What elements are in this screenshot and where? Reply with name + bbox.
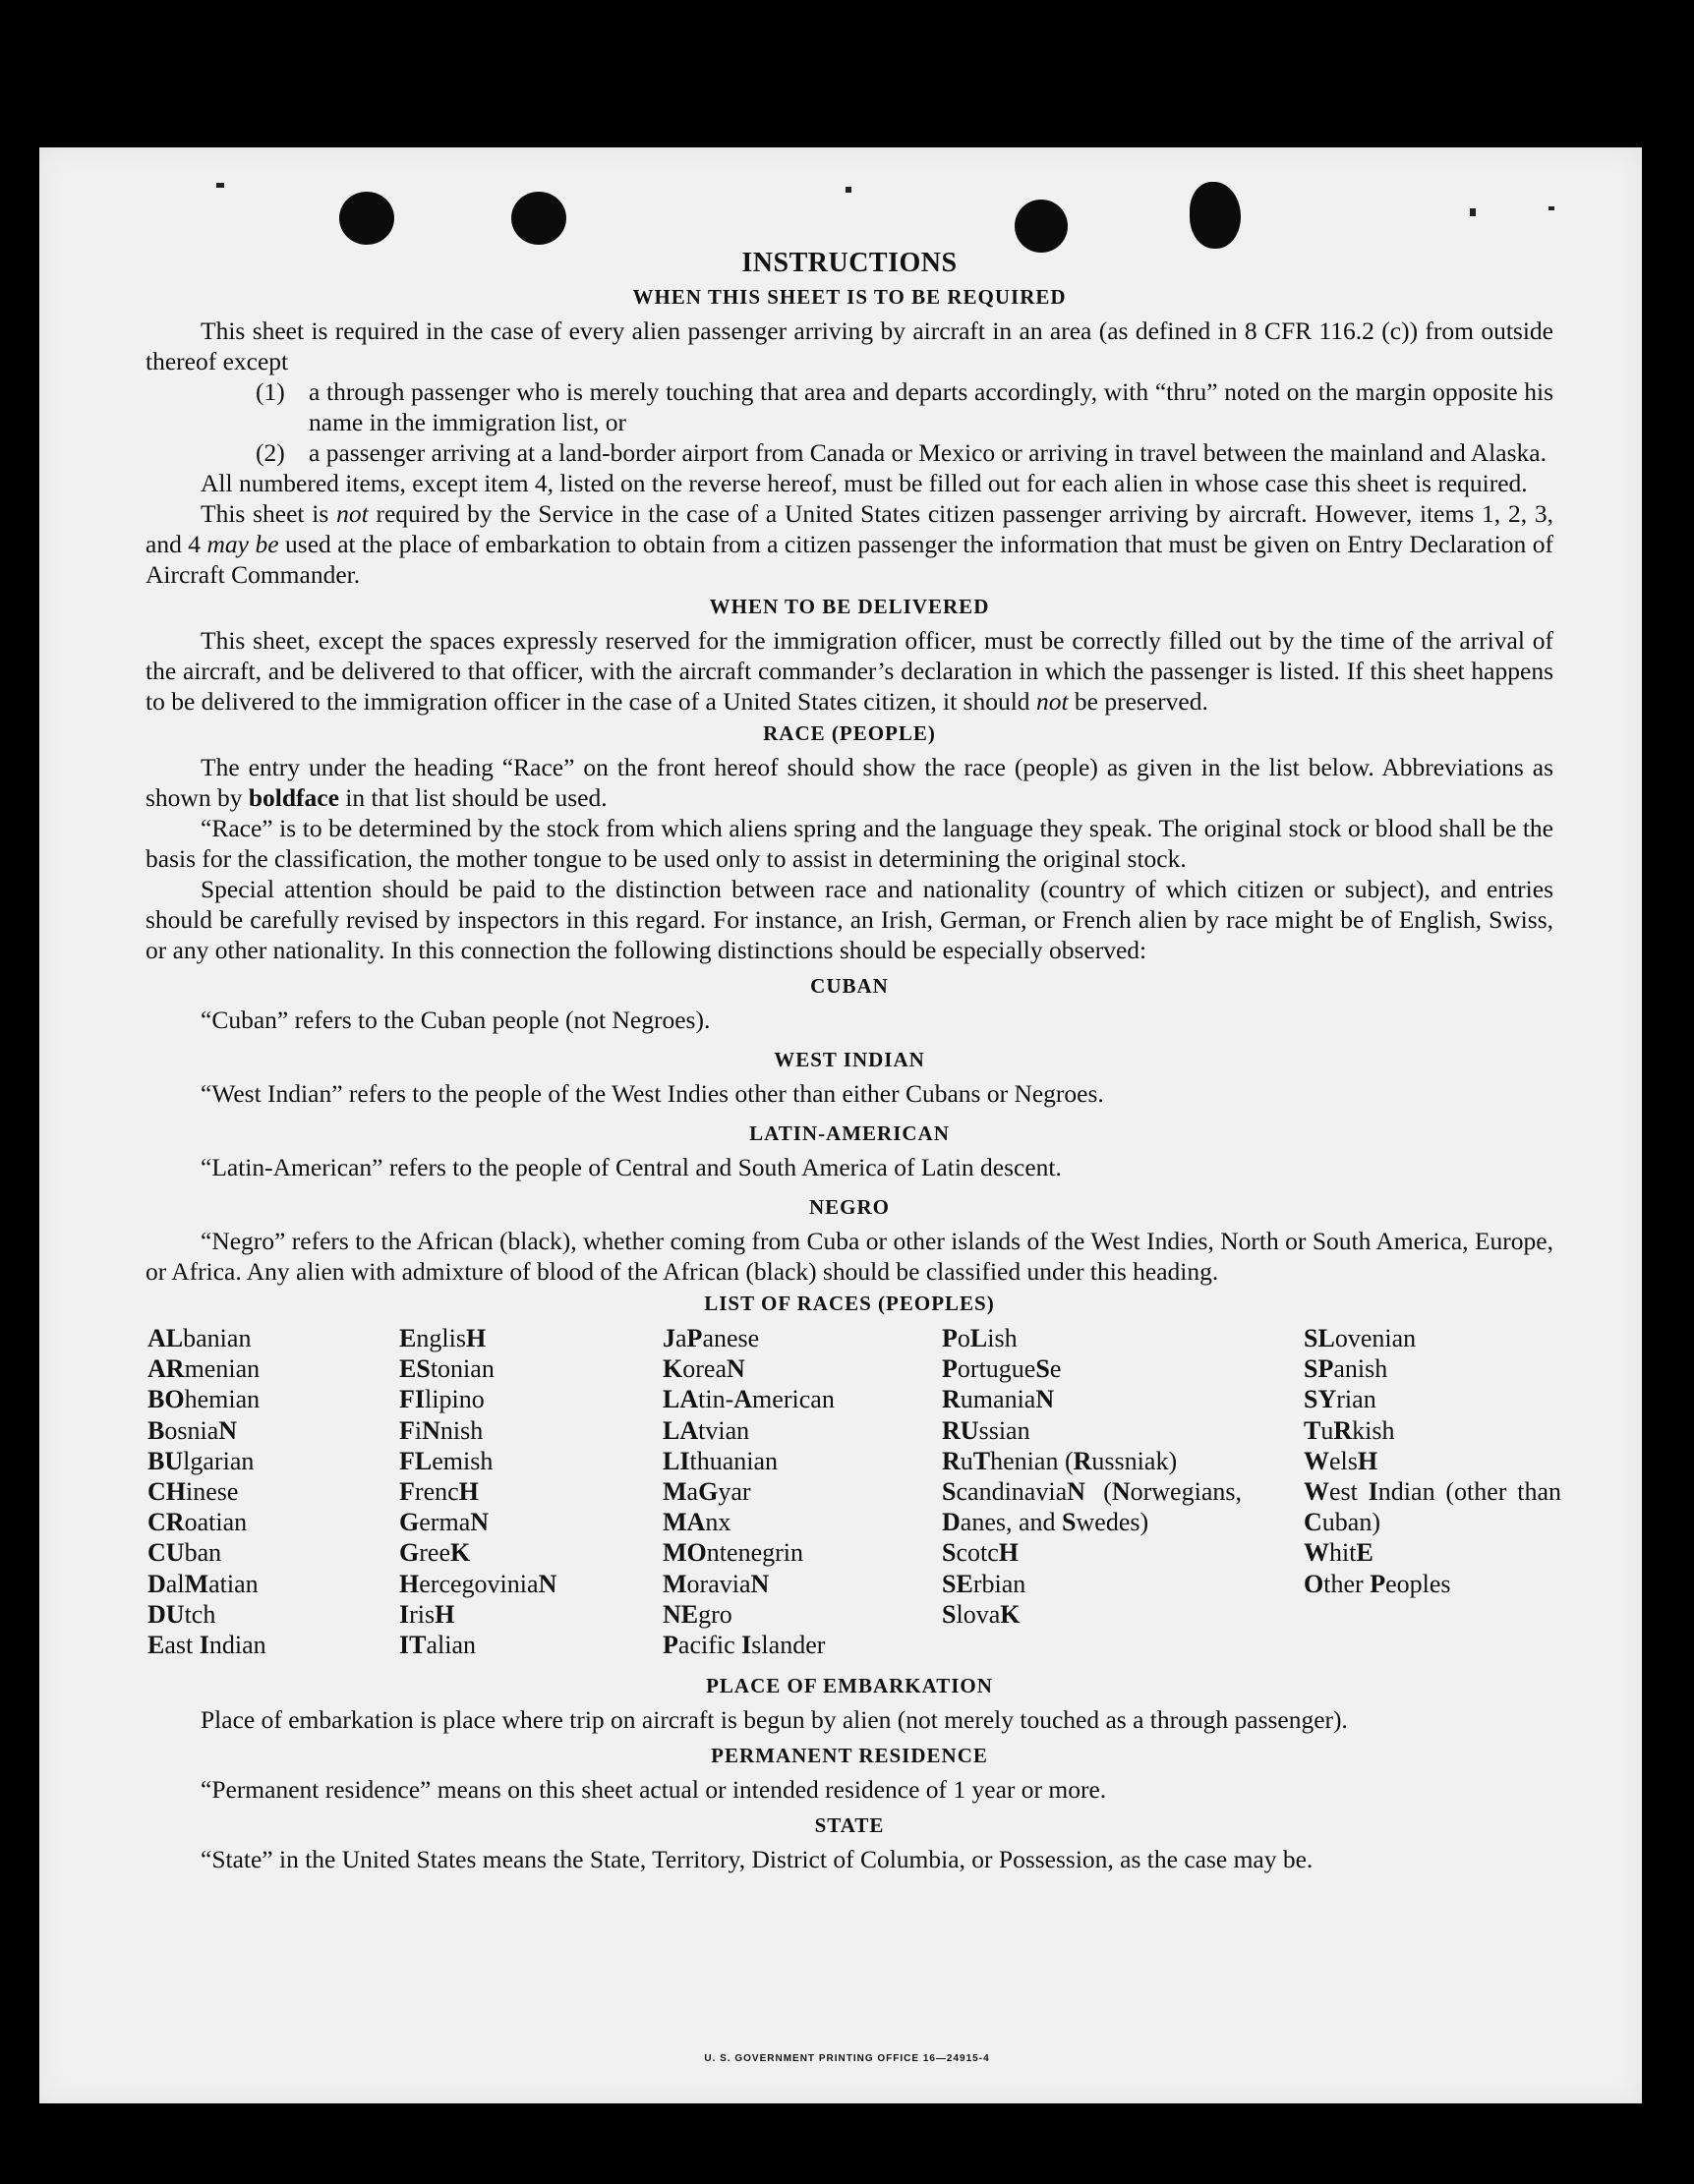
item-number: (2) <box>256 438 285 467</box>
races-list <box>146 1323 1562 1669</box>
section-heading-west-indian: WEST INDIAN <box>774 1048 925 1071</box>
race-entry: ScotcH <box>942 1538 1020 1568</box>
races-column <box>1304 1323 1561 1599</box>
paragraph: “Permanent residence” means on this sheet actual or intended residence of 1 year or more. <box>201 1775 1107 1804</box>
race-entry: HercegoviniaN <box>399 1569 557 1598</box>
document-page <box>39 147 1642 2103</box>
printer-imprint: U. S. GOVERNMENT PRINTING OFFICE 16—24915-4 <box>704 2053 990 2064</box>
race-entry: CRoatian <box>147 1508 248 1537</box>
paragraph: “Cuban” refers to the Cuban people (not Negroes). <box>201 1006 711 1034</box>
paragraph: “West Indian” refers to the people of the West Indies other than either Cubans or Negroes. <box>201 1079 1104 1108</box>
race-entry: SErbian <box>942 1569 1026 1598</box>
paragraph: “State” in the United States means the State, Territory, District of Columbia, or Possession, as the case may be. <box>201 1845 1314 1873</box>
races-column <box>399 1323 556 1660</box>
race-entry: MAnx <box>663 1508 731 1537</box>
scan-speck <box>216 183 224 188</box>
instructions-content <box>146 248 1562 1874</box>
section-heading-negro: NEGRO <box>808 1195 890 1219</box>
race-entry: PortugueSe <box>942 1354 1062 1384</box>
race-entry: SlovaK <box>942 1599 1021 1629</box>
race-entry: GermaN <box>399 1508 490 1537</box>
race-entry: MaGyar <box>663 1477 751 1507</box>
race-entry: FrencH <box>399 1477 479 1507</box>
punch-hole <box>1015 200 1068 253</box>
race-entry: EnglisH <box>399 1324 487 1352</box>
race-entry: CUban <box>147 1538 222 1568</box>
races-column <box>663 1323 835 1660</box>
race-entry: TuRkish <box>1304 1415 1395 1445</box>
races-column <box>942 1323 1242 1630</box>
race-entry: DUtch <box>147 1599 216 1629</box>
section-heading-latin-american: LATIN-AMERICAN <box>749 1121 950 1145</box>
paragraph: All numbered items, except item 4, listed on the reverse hereof, must be filled out for each alien in whose case this sheet is required. <box>201 469 1528 497</box>
race-entry: DalMatian <box>147 1569 259 1598</box>
race-entry: WelsH <box>1304 1446 1378 1475</box>
race-entry: EStonian <box>399 1354 495 1384</box>
race-entry: ALbanian <box>147 1324 252 1352</box>
section-heading-cuban: CUBAN <box>810 974 889 998</box>
race-entry: FLemish <box>399 1446 494 1475</box>
item-number: (1) <box>256 377 285 406</box>
race-entry: CHinese <box>147 1477 239 1507</box>
paragraph: Special attention should be paid to the distinction between race and nationality (country of which citizen or subject), and entries should be carefully revised by inspectors in this regard. For instance, an Irish, German, or French alien by race might be of English, Swiss, or any other nationality. In this connection the following distinctions should be especially observed: <box>146 875 1553 964</box>
section-heading-list-of-races: LIST OF RACES (PEOPLES) <box>704 1292 995 1315</box>
race-entry: WhitE <box>1304 1538 1373 1568</box>
race-entry: SLovenian <box>1304 1324 1417 1352</box>
section-heading-residence: PERMANENT RESIDENCE <box>711 1744 988 1767</box>
race-entry: PoLish <box>942 1324 1018 1352</box>
scan-speck <box>846 187 851 193</box>
scan-speck <box>1548 206 1554 210</box>
race-entry: RuThenian (Russniak) <box>942 1446 1178 1475</box>
race-entry: Other Peoples <box>1304 1569 1451 1598</box>
race-entry: JaPanese <box>663 1324 760 1352</box>
race-entry: RUssian <box>942 1415 1030 1445</box>
list-item <box>256 376 1553 437</box>
paragraph: “Race” is to be determined by the stock from which aliens spring and the language they speak. The original stock or blood shall be the basis for the classification, the mother tongue to be used only to assist in determining the original stock. <box>146 814 1553 873</box>
race-entry: BosniaN <box>147 1415 238 1445</box>
race-entry: FIlipino <box>399 1385 485 1414</box>
race-entry: RumaniaN <box>942 1385 1055 1414</box>
paragraph: This sheet is not required by the Service in the case of a United States citizen passenger arriving by aircraft. However, items 1, 2, 3, and 4 may be used at the place of embarkation to obtain from a citizen passenger the information that must be given on Entry Declaration of Aircraft Commander. <box>146 499 1553 589</box>
race-entry: LAtvian <box>663 1415 750 1445</box>
paragraph: Place of embarkation is place where trip on aircraft is begun by alien (not merely touched as a through passenger). <box>201 1705 1348 1734</box>
paragraph: “Negro” refers to the African (black), whether coming from Cuba or other islands of the West Indies, North or South America, Europe, or Africa. Any alien with admixture of blood of the African (black) should be classified under this heading. <box>146 1227 1553 1286</box>
race-entry: NEgro <box>663 1599 732 1629</box>
race-entry: BUlgarian <box>147 1446 255 1475</box>
race-entry: LAtin-American <box>663 1385 835 1414</box>
punch-hole <box>339 192 394 245</box>
race-entry: MOntenegrin <box>663 1538 804 1568</box>
race-entry: BOhemian <box>147 1385 261 1414</box>
section-heading-race: RACE (PEOPLE) <box>763 721 936 745</box>
race-entry: GreeK <box>399 1538 471 1568</box>
paragraph: “Latin-American” refers to the people of Central and South America of Latin descent. <box>201 1153 1062 1181</box>
race-entry: SYrian <box>1304 1385 1376 1414</box>
scan-speck <box>1470 208 1476 216</box>
punch-hole <box>1190 182 1241 249</box>
section-heading-state: STATE <box>814 1813 885 1837</box>
race-entry: MoraviaN <box>663 1569 770 1598</box>
page-title: INSTRUCTIONS <box>741 248 958 278</box>
race-entry: SPanish <box>1304 1354 1388 1384</box>
item-text: a passenger arriving at a land-border airport from Canada or Mexico or arriving in travel between the mainland and Alaska. <box>309 438 1547 467</box>
race-entry: ARmenian <box>147 1354 261 1384</box>
paragraph: This sheet, except the spaces expressly reserved for the immigration officer, must be correctly filled out by the time of the arrival of the aircraft, and be delivered to that officer, with the aircraft commander’s declaration in which the passenger is listed. If this sheet happens to be delivered to the immigration officer in the case of a United States citizen, it should not be preserved. <box>146 626 1553 716</box>
races-column <box>147 1323 266 1660</box>
race-entry: ScandinaviaN (Norwegians, Danes, and Swedes) <box>942 1477 1242 1537</box>
race-entry: West Indian (other than Cuban) <box>1304 1477 1562 1537</box>
paragraph: This sheet is required in the case of every alien passenger arriving by aircraft in an area (as defined in 8 CFR 116.2 (c)) from outside thereof except <box>146 316 1553 375</box>
race-entry: East Indian <box>147 1631 266 1660</box>
race-entry: KoreaN <box>663 1354 745 1384</box>
race-entry: Pacific Islander <box>663 1631 826 1660</box>
race-entry: IrisH <box>399 1599 455 1629</box>
list-item <box>256 437 1553 468</box>
race-entry: ITalian <box>399 1631 477 1660</box>
race-entry: FiNnish <box>399 1415 484 1445</box>
section-heading-embarkation: PLACE OF EMBARKATION <box>706 1674 993 1697</box>
item-text: a through passenger who is merely touching that area and departs accordingly, with “thru” noted on the margin opposite his name in the immigration list, or <box>309 377 1553 436</box>
section-heading-required: WHEN THIS SHEET IS TO BE REQUIRED <box>632 285 1067 309</box>
paragraph: The entry under the heading “Race” on the front hereof should show the race (people) as given in the list below. Abbreviations as shown by boldface in that list should be used. <box>146 753 1553 812</box>
section-heading-delivered: WHEN TO BE DELIVERED <box>709 595 990 618</box>
punch-hole <box>511 192 566 245</box>
race-entry: LIthuanian <box>663 1446 779 1475</box>
